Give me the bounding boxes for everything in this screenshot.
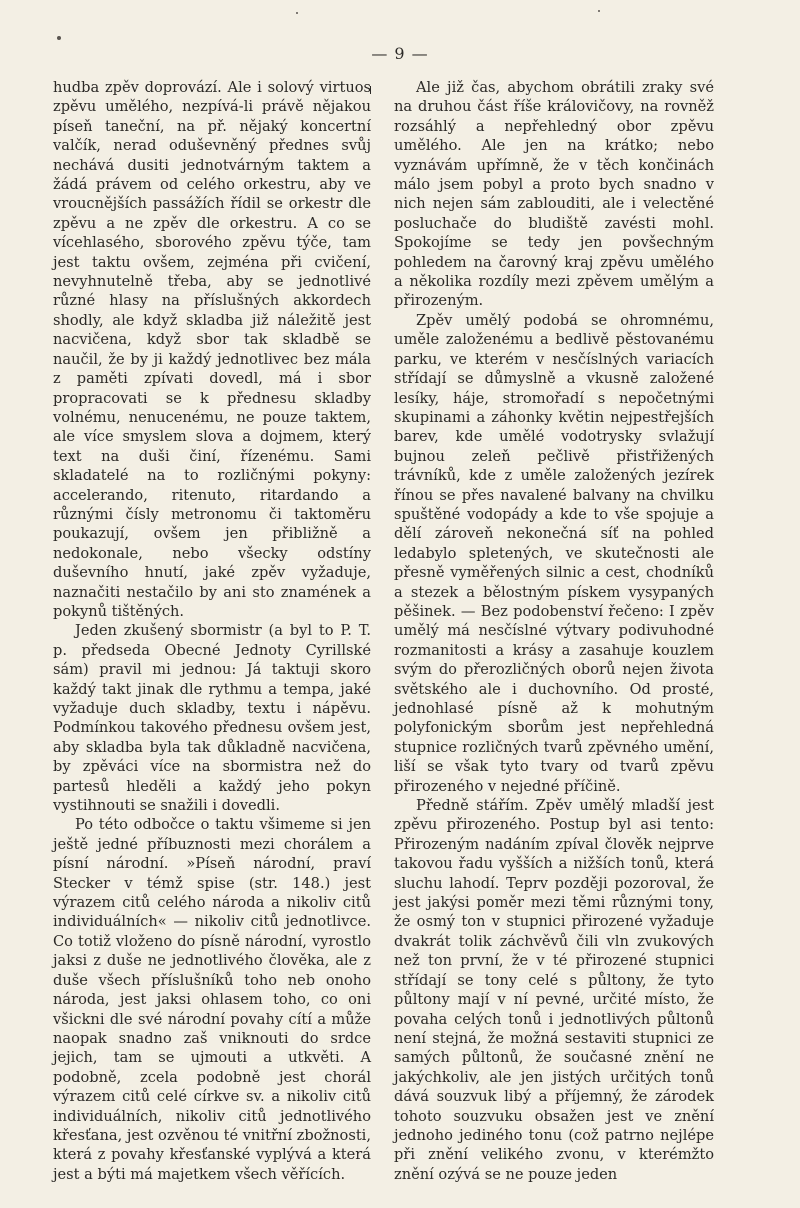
paper-speck (57, 36, 61, 40)
paper-speck (598, 10, 600, 12)
left-column (53, 78, 371, 1184)
paper-speck (296, 12, 298, 14)
right-column (394, 78, 714, 1184)
paragraph: Zpěv umělý podobá se ohromnému, uměle založenému a bedlivě pěstovanému parku, ve kterém v nesčíslných variacích střídají se důmyslně a vkusně založené lesíky, háje, stromořadí s nepočetnými skupinami a záhonky květin nejpestřejších barev, kde umělé vodotrysky svlažují bujnou zeleň pečlivě přistřižených trávníků, kde z uměle založených jezírek řínou se přes navalené balvany na chvilku spuštěné vodopády a kde to vše spojuje a dělí zároveň nekonečná síť na pohled ledabylo spletených, ve skutečnosti ale přesně vyměřených silnic a cest, chodníků a stezek a bělostným pískem vysypaných pěšinek. — Bez podobenství řečeno: I zpěv umělý má nesčíslné výtvary podivuhodné rozmanitosti a krásy a zasahuje kouzlem svým do přerozličných oborů nejen života světského ale i duchovního. Od prosté, jednohlasé písně až k mohutným polyfonickým sborům jest nepřehledná stupnice rozličných tvarů zpěvného umění, liší se však tyto tvary od tvarů zpěvu přirozeného v nejedné příčině. (394, 311, 714, 795)
paragraph: Předně stářím. Zpěv umělý mladší jest zpěvu přirozeného. Postup byl asi tento: Přirozeným nadáním zpíval člověk nejprve takovou řadu vyšších a nižších tonů, která sluchu lahodí. Teprv později pozoroval, že jest jakýsi poměr mezi těmi různými tony, že osmý ton v stupnici přirozené vyžaduje dvakrát tolik záchvěvů čili vln zvukových než ton první, že v té přirozené stupnici střídají se tony celé s půltony, že tyto půltony mají v ní pevné, určité místo, že povaha celých tonů i jednotlivých půltonů není stejná, že možná sestaviti stupnici ze samých půltonů, že současné znění ne jakýchkoliv, ale jen jistých určitých tonů dává souzvuk libý a příjemný, že zárodek tohoto souzvuku obsažen jest ve znění jednoho jediného tonu (což patrno nejlépe při znění velikého zvonu, v kterémžto znění ozývá se ne pouze jeden (394, 797, 714, 1183)
paragraph: Ale již čas, abychom obrátili zraky své na druhou část říše královičovy, na rovněž rozsáhlý a nepřehledný obor zpěvu umělého. Ale jen na krátko; nebo vyznávám upřímně, že v těch končinách málo jsem pobyl a proto bych snadno v nich nejen sám zablouditi, ale i velectěné posluchače do bludiště zavésti mohl. Spokojíme se tedy jen povšechným pohledem na čarovný kraj zpěvu umělého a několika rozdíly mezi zpěvem umělým a přirozeným. (394, 79, 714, 310)
paragraph: Po této odbočce o taktu všimeme si jen ještě jedné příbuznosti mezi chorálem a písní národní. »Píseň národní, praví Stecker v témž spise (str. 148.) jest výrazem citů celého národa a nikoliv citů individuálních« — nikoliv citů jednotlivce. Co totiž vloženo do písně národní, vyrostlo jaksi z duše ne jednotlivého člověka, ale z duše všech příslušníků toho neb onoho národa, jest jaksi ohlasem toho, co oni všickni dle své národní povahy cítí a může naopak snadno zaš vniknouti do srdce jejich, tam se ujmouti a utkvěti. A podobně, zcela podobně jest chorál výrazem citů celé církve sv. a nikoliv citů individuálních, nikoliv citů jednotlivého křesťana, jest ozvěnou té vnitřní zbožnosti, která z povahy křesťanské vyplývá a která jest a býti má majetkem všech věřících. (53, 816, 371, 1183)
page-number: — 9 — (371, 44, 429, 63)
paragraph: hudba zpěv doprovází. Ale i solový virtuos zpěvu umělého, nezpívá-li právě nějakou píseň taneční, na př. nějaký koncertní valčík, nerad oduševněný přednes svůj nechává dusiti jednotvárným taktem a žádá právem od celého orkestru, aby ve vroucnějších passážích řídil se orkestr dle zpěvu a ne zpěv dle orkestru. A co se vícehlasého, sborového zpěvu týče, tam jest taktu ovšem, zejména při cvičení, nevyhnutelně třeba, aby se jednotlivé různé hlasy na příslušných akkordech shodly, ale když skladba již náležitě jest nacvičena, když sbor tak skladbě se naučil, že by ji každý jednotlivec bez mála z paměti zpívati dovedl, má i sbor propracovati se k přednesu skladby volnému, nenucenému, ne pouze taktem, ale více smyslem slova a dojmem, který text na duši činí, řízenému. Sami skladatelé na to rozličnými pokyny: accelerando, ritenuto, ritardando a různými čísly metronomu či taktoměru poukazují, ovšem jen přibližně a nedokonale, nebo všecky odstíny duševního hnutí, jaké zpěv vyžaduje, naznačiti nestačilo by ani sto znamének a pokynů tištěných. (53, 79, 371, 620)
paragraph: Jeden zkušený sbormistr (a byl to P. T. p. předseda Obecné Jednoty Cyrillské sám) pravil mi jednou: Já taktuji skoro každý takt jinak dle rythmu a tempa, jaké vyžaduje duch skladby, textu i nápěvu. Podmínkou takového přednesu ovšem jest, aby skladba byla tak důkladně nacvičena, by zpěváci více na sbormistra než do partesů hleděli a každý jeho pokyn vystihnouti se snažili i dovedli. (53, 622, 371, 815)
